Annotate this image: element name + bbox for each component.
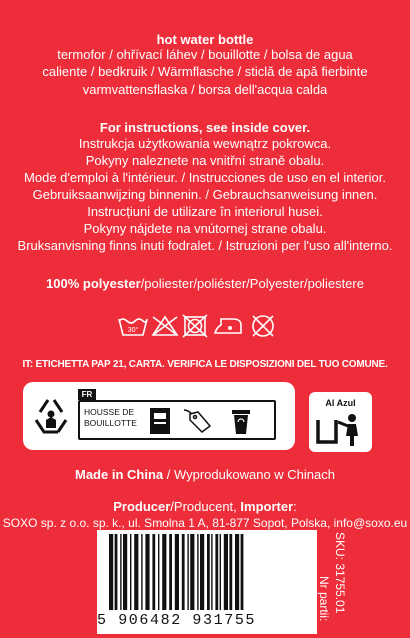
no-tumble-dry-icon	[183, 315, 207, 337]
material-main: 100% polyester	[46, 276, 141, 291]
italy-recycling-notice	[0, 359, 410, 370]
barcode-bar	[152, 534, 155, 610]
no-dry-clean-icon	[253, 316, 273, 336]
instructions-line: Pokyny nájdete na vnútornej strane obalu.	[83, 221, 327, 236]
triman-icon	[28, 392, 74, 438]
barcode-bar	[141, 534, 142, 610]
sorting-icons	[144, 404, 276, 438]
material-composition	[0, 276, 410, 292]
barcode-bar	[197, 534, 198, 610]
item-name: HOUSSE DE BOUILLOTTE	[84, 407, 137, 428]
recycle-bin-icon	[232, 410, 250, 434]
translations-line: varmvattensflaska / borsa dell'acqua calda	[82, 82, 328, 97]
italy-prefix: IT:	[22, 359, 33, 370]
barcode-bar	[215, 534, 218, 610]
italy-text: ETICHETTA PAP 21, CARTA. VERIFICA LE DISPOSIZIONI DEL TUO COMUNE.	[32, 359, 388, 370]
barcode-bar	[241, 534, 244, 610]
producer-address: SOXO sp. z o.o. sp. k., ul. Smolna 1 A, 81-877 Sopot, Polska, info@soxo.eu	[2, 516, 408, 530]
sku-code: SKU: 31755.01	[333, 532, 347, 614]
barcode-bar	[190, 534, 194, 610]
barcode-bar	[145, 534, 149, 610]
no-bleach-icon	[153, 317, 177, 335]
barcode-bar	[200, 534, 204, 610]
paper-container-icon	[150, 408, 170, 434]
wash-30-icon	[119, 319, 147, 335]
barcode-bar	[158, 534, 159, 610]
instructions-line: Gebruiksaanwijzing binnenin. / Gebrauchsanweisung innen.	[32, 187, 378, 202]
barcode-bar	[182, 534, 185, 610]
instructions-line: Mode d'emploi à l'intérieur. / Instrucciones de uso en el interior.	[24, 170, 386, 185]
barcode-bar	[109, 534, 113, 610]
instructions-heading: For instructions, see inside cover.	[99, 120, 311, 135]
barcode-bar	[224, 534, 228, 610]
barcode-bar	[175, 534, 179, 610]
barcode-bar	[207, 534, 210, 610]
country-code: FR	[78, 389, 96, 400]
barcode-bar	[220, 534, 221, 610]
barcode-bar	[211, 534, 212, 610]
made-in	[0, 467, 410, 483]
made-in-translation: / Wyprodukowano w Chinach	[163, 467, 335, 482]
translations-line: termofor / ohřívací láhev / bouillotte / bolsa de agua	[57, 47, 353, 62]
barcode-bar	[120, 534, 121, 610]
barcode-bar	[235, 534, 239, 610]
care-symbols	[117, 313, 293, 339]
product-title: hot water bottle	[156, 32, 254, 47]
translations-line: caliente / bedkruik / Wärmflasche / sticlă de apă fierbinte	[42, 64, 368, 79]
made-in-main: Made in China	[75, 467, 164, 482]
instructions-line: Bruksanvisning finns inuti fodralet. / Istruzioni per l'uso all'interno.	[17, 238, 393, 253]
barcode-bar	[134, 534, 138, 610]
instructions-line: Instrukcja użytkowania wewnątrz pokrowca.	[78, 136, 332, 151]
barcode-bar	[115, 534, 118, 610]
barcode-bar	[187, 534, 188, 610]
instructions-line: Instrucțiuni de utilizare în interiorul husei.	[87, 204, 323, 219]
instructions-line: Pokyny naleznete na vnitřní straně obalu.	[85, 153, 325, 168]
ai-azul-label: Al Azul	[325, 398, 356, 408]
barcode-bar	[123, 534, 127, 610]
iron-low-icon	[215, 319, 241, 333]
ai-azul-bin-icon	[312, 412, 370, 448]
svg-text:30°: 30°	[127, 327, 139, 334]
barcode-bar	[162, 534, 166, 610]
barcode	[97, 530, 317, 614]
producer-heading: Producer/Producent, Importer:	[113, 499, 297, 514]
batch-number-label: Nr partii:	[317, 576, 331, 622]
tag-icon	[184, 410, 210, 432]
barcode-bar	[169, 534, 172, 610]
sorting-info-box	[78, 400, 276, 440]
material-translations: /poliester/poliéster/Polyester/poliestere	[140, 276, 364, 291]
barcode-number: 5 906482 931755	[97, 612, 257, 629]
barcode-bar	[130, 534, 131, 610]
barcode-bar	[229, 534, 232, 610]
